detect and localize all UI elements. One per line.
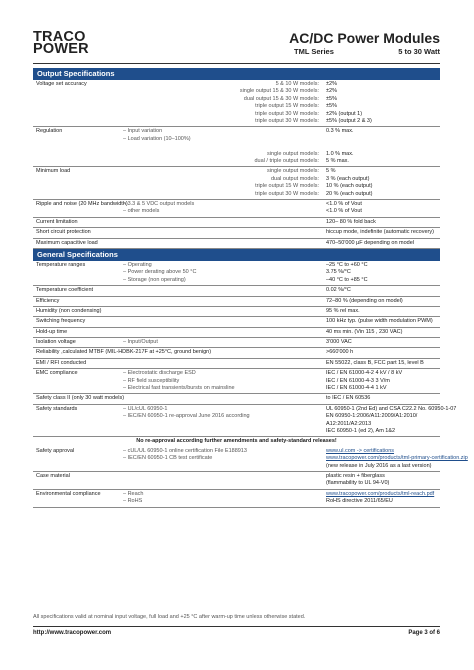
- spec-value-line: ±2% (output 1): [326, 110, 363, 117]
- footer-rule: [33, 626, 440, 627]
- page-number: Page 3 of 6: [408, 630, 440, 636]
- spec-condition: [123, 339, 319, 346]
- spec-note: No re-approval according further amendments and safety-standard releases!: [136, 438, 337, 445]
- spec-value-line: UL 60950-1 (2nd Ed) and CSA C22.2 No. 60950-1-07: [326, 405, 457, 412]
- spec-row: [33, 490, 440, 508]
- spec-value: [326, 262, 438, 284]
- spec-value-line: IEC 60950-1 (ed 2), Am 1&2: [326, 428, 396, 435]
- spec-label: Isolation voltage: [36, 339, 76, 346]
- spec-label: Humidity (non condensing): [36, 307, 102, 314]
- spec-value: [326, 329, 438, 336]
- spec-condition-line: – IEC/EN 60950-1 re-approval June 2016 according: [123, 413, 250, 420]
- spec-condition-line: 5 & 10 W models:: [275, 81, 319, 87]
- spec-condition: [123, 128, 319, 165]
- spec-value: [326, 308, 438, 315]
- spec-condition-line: dual output 15 & 30 W models:: [243, 95, 319, 102]
- spec-value-line: ±5%: [326, 95, 337, 102]
- spec-row: [33, 394, 440, 404]
- page-subtitle: [294, 47, 440, 56]
- spec-label: Voltage set accuracy: [36, 81, 87, 87]
- header-rule: [33, 63, 440, 64]
- spec-condition-line: – 3.3 & 5 VDC output models: [123, 200, 195, 207]
- section-header: General Specifications: [33, 249, 440, 261]
- spec-value: [326, 405, 457, 436]
- section-header: Output Specifications: [33, 68, 440, 80]
- spec-row: [33, 359, 440, 369]
- spec-condition-line: – cUL/UL 60950-1 online certification File E188913: [123, 447, 247, 454]
- spec-link[interactable]: www.tracopower.com/products/tml-primary-certification.zip: [326, 455, 468, 462]
- spec-value-line: [326, 143, 438, 150]
- spec-label: Safety class II (only 30 watt models): [36, 395, 125, 402]
- spec-label: EMC compliance: [36, 370, 78, 377]
- spec-condition-line: [123, 143, 319, 150]
- page-title: AC/DC Power Modules: [289, 30, 440, 46]
- spec-condition-line: – RF field susceptibility: [123, 377, 180, 384]
- spec-value: [326, 128, 438, 165]
- spec-row: [33, 218, 440, 228]
- spec-value-line: –25 °C to +60 °C: [326, 261, 368, 268]
- spec-row: [33, 447, 468, 472]
- spec-condition-line: – Input variation: [123, 128, 163, 135]
- spec-condition-line: – RoHS: [123, 498, 143, 505]
- spec-value-line: 5 %: [326, 168, 336, 175]
- spec-label: Ripple and noise (20 MHz bandwidth): [36, 200, 128, 207]
- spec-condition-line: – other models: [123, 208, 160, 215]
- spec-label: Temperature coefficient: [36, 287, 94, 294]
- spec-label: Reliability ,calculated MTBF (MIL-HDBK-217F at +25°C, ground benign): [36, 349, 212, 356]
- spec-condition: [123, 491, 319, 506]
- spec-row: [33, 338, 440, 348]
- spec-condition: [123, 370, 319, 392]
- spec-label: Efficiency: [36, 297, 60, 304]
- spec-value-line: 120– 80 % fold back: [326, 218, 376, 225]
- spec-value: [326, 287, 438, 294]
- spec-value-line: 1.0 % max.: [326, 150, 354, 157]
- spec-value-line: to IEC / EN 60536: [326, 395, 371, 402]
- spec-row: [33, 317, 440, 327]
- spec-label: Minimum load: [36, 168, 71, 175]
- spec-row: [33, 369, 440, 394]
- spec-value: [326, 447, 468, 470]
- spec-label: Short circuit protection: [36, 229, 91, 236]
- spec-value-line: hiccup mode, indefinite (automatic recovery): [326, 229, 434, 236]
- spec-value-line: IEC / EN 61000-4-3 3 V/m: [326, 377, 390, 384]
- spec-value-line: plastic resin + fiberglass: [326, 473, 385, 480]
- spec-condition-line: [123, 421, 319, 428]
- spec-condition: [123, 406, 319, 436]
- logo-line1: TRACO: [33, 29, 86, 45]
- spec-row: [33, 437, 440, 446]
- spec-value-line: EN 60950-1:2006/A11:2009/A1:2010/: [326, 413, 418, 420]
- spec-value-line: <1.0 % of Vout: [326, 200, 362, 207]
- spec-value-line: RoHS directive 2011/65/EU: [326, 498, 393, 505]
- spec-value-line: 3.75 %/°C: [326, 269, 351, 276]
- spec-value-line: <1.0 % of Vout: [326, 208, 362, 215]
- spec-label: EMI / RFI conducted: [36, 359, 87, 366]
- series-name: TML Series: [294, 47, 334, 56]
- spec-label: Maximum capacitive load: [36, 239, 98, 246]
- spec-value-line: [326, 136, 438, 143]
- spec-condition-line: triple output 15 W models:: [255, 103, 319, 110]
- spec-value: [326, 219, 438, 226]
- spec-label: Safety approval: [36, 447, 75, 454]
- spec-row: [33, 80, 440, 127]
- spec-value-line: >660'000 h: [326, 349, 354, 356]
- spec-condition-line: triple output 30 W models:: [255, 190, 319, 197]
- spec-label: Current limitation: [36, 218, 78, 225]
- spec-label: Environmental compliance: [36, 490, 101, 497]
- spec-value-line: ±5%: [326, 103, 337, 110]
- spec-condition-line: – Input/Output: [123, 339, 158, 346]
- spec-value: [326, 81, 438, 125]
- spec-value-line: ±2%: [326, 81, 337, 87]
- spec-label: Hold-up time: [36, 328, 68, 335]
- spec-value-line: 470–50'000 µF depending on model: [326, 239, 415, 246]
- spec-condition: [123, 448, 319, 463]
- logo-line2: POWER: [33, 41, 89, 57]
- spec-value-line: ±2%: [326, 88, 337, 95]
- spec-value-line: A12:2011/A2:2013: [326, 420, 372, 427]
- spec-condition-line: triple output 15 W models:: [255, 183, 319, 190]
- spec-condition-line: – Reach: [123, 490, 144, 497]
- spec-label: Case material: [36, 473, 70, 480]
- spec-condition-line: dual output models:: [270, 175, 319, 182]
- spec-label: Regulation: [36, 128, 63, 135]
- spec-condition-line: – Storage (non operating): [123, 276, 186, 283]
- spec-value-line: 0.02 %/°C: [326, 287, 351, 294]
- spec-value: [326, 201, 438, 216]
- spec-value-line: 40 ms min. (Vin 115 , 230 VAC): [326, 328, 403, 335]
- spec-condition-line: – UL/cUL 60950-1: [123, 405, 168, 412]
- spec-value: [326, 360, 438, 367]
- spec-value-line: 72–80 % (depending on model): [326, 297, 403, 304]
- spec-value-line: ±5% (output 2 & 3): [326, 118, 372, 125]
- spec-condition-line: triple output 30 W models:: [255, 110, 319, 117]
- spec-row: [33, 200, 440, 218]
- spec-row: [33, 286, 440, 296]
- spec-value-line: 10 % (each output): [326, 183, 373, 190]
- spec-row: [33, 405, 457, 438]
- spec-row: [33, 261, 440, 286]
- spec-condition: [123, 201, 319, 216]
- spec-row: [33, 167, 440, 200]
- spec-label: Safety standards: [36, 405, 78, 412]
- spec-condition-line: – Load variation (10–100%): [123, 135, 191, 142]
- wattage-range: 5 to 30 Watt: [398, 47, 440, 56]
- spec-condition-line: – IEC/EN 60950-1 CB test certificate: [123, 455, 213, 462]
- spec-row: [33, 239, 440, 249]
- spec-row: [33, 472, 440, 490]
- website-link[interactable]: http://www.tracopower.com: [33, 630, 112, 636]
- spec-value: [326, 318, 438, 325]
- spec-condition-line: – Electrostatic discharge ESD: [123, 370, 196, 377]
- traco-power-logo: [33, 31, 89, 55]
- spec-condition-line: dual / triple output models:: [254, 158, 319, 165]
- spec-table: [33, 68, 468, 508]
- spec-value-line: 95 % rel max.: [326, 307, 360, 314]
- spec-value-line: 20 % (each output): [326, 190, 373, 197]
- spec-value: [326, 349, 438, 356]
- spec-value: [326, 298, 438, 305]
- spec-row: [33, 228, 440, 238]
- spec-condition-line: single output models:: [267, 168, 319, 175]
- spec-value: [326, 229, 438, 236]
- spec-row: [33, 348, 440, 358]
- spec-condition-line: – Electrical fast transients/bursts on mainsline: [123, 385, 235, 392]
- spec-value: [326, 240, 438, 247]
- spec-condition-line: single output models:: [267, 150, 319, 157]
- spec-row: [33, 297, 440, 307]
- spec-label: Temperature ranges: [36, 261, 86, 268]
- spec-row: [33, 328, 440, 338]
- spec-link[interactable]: www.ul.com -> certifications: [326, 447, 395, 454]
- spec-row: [33, 307, 440, 317]
- spec-condition-line: – Power derating above 50 °C: [123, 269, 197, 276]
- spec-value: [326, 168, 438, 198]
- spec-value-line: 3'000 VAC: [326, 339, 352, 346]
- spec-condition: [123, 262, 319, 284]
- spec-value: [326, 339, 438, 346]
- spec-value-line: 100 kHz typ. (pulse width modulation PWM): [326, 318, 433, 325]
- spec-value: [326, 370, 438, 392]
- spec-value-line: –40 °C to +85 °C: [326, 276, 368, 283]
- spec-link[interactable]: www.tracopower.com/products/tml-reach.pdf: [326, 490, 435, 497]
- spec-value-line: (new release in July 2016 as a last version): [326, 462, 432, 469]
- spec-value: [326, 491, 438, 506]
- spec-value: [326, 473, 438, 488]
- spec-value-line: 3 % (each output): [326, 175, 370, 182]
- spec-value-line: 5 % max.: [326, 158, 349, 165]
- spec-label: Switching frequency: [36, 318, 86, 325]
- spec-value-line: EN 55022, class B, FCC part 15, level B: [326, 359, 424, 366]
- spec-condition-line: [123, 428, 319, 435]
- spec-condition: [123, 81, 319, 125]
- spec-condition: [123, 168, 319, 198]
- spec-value-line: (flammability to UL 94-V0): [326, 480, 390, 487]
- spec-condition-line: triple output 30 W models:: [255, 118, 319, 125]
- spec-condition-line: – Operating: [123, 261, 152, 268]
- spec-value-line: IEC / EN 61000-4-2 4 kV / 8 kV: [326, 370, 403, 377]
- spec-condition-line: single output 15 & 30 W models:: [239, 88, 319, 95]
- spec-value: [326, 395, 438, 402]
- footnote: All specifications valid at nominal input voltage, full load and +25 °C after warm-up time unless otherwise stated.: [33, 614, 306, 620]
- spec-value-line: IEC / EN 61000-4-4 1 kV: [326, 385, 387, 392]
- spec-row: [33, 127, 440, 167]
- spec-value-line: 0.3 % max.: [326, 128, 354, 135]
